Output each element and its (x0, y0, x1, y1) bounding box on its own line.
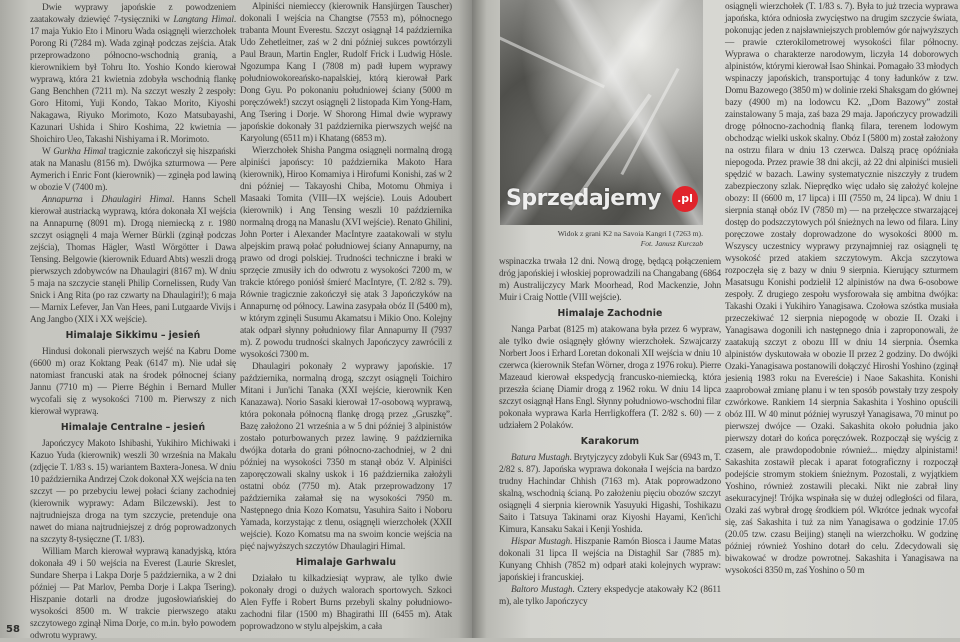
paragraph-text: W (42, 147, 54, 157)
paragraph-text: Hindusi dokonali pierwszych wejść na Kabru Dome (6600 m) oraz Koktang Peak (6147 m). Nie udał się natomiast francuski atak na środek północnej ściany Jannu (7710 m) — Pierre Béghin i Bernard Muller wycofali się z wysokości 7100 m. Pierwszy z nich kierował wyprawą. (30, 347, 236, 417)
section-heading: Himalaje Zachodnie (557, 308, 663, 319)
paragraph-text: . Hanns Schell kierował austriacką wyprawą, która dokonała XI wejścia na Annapurnę (8091 m). Drogą niemiecką z r. 1980 szczyt osiągnęli 4 maja Werner Bürkli (zginął podczas zejścia), Thomas Hägler, Wastl Wörgötter i Dawa Tensing. Belgowie (kierownik Eduard Abts) weszli drogą pierwszych zdobywców na Dhaulagiri (8167 m). W dniu 5 maja na szczycie stanęli Philip Cornelissen, Rudy Van Snick i Ang Rita (po raz czwarty na Dhaulagiri!); 6 maja — Marnix Lefever, Jan Van Hees, pani Lutgaarde Vivijs i Ang Jangbo (XIX i XX wejście). (30, 195, 236, 325)
paragraph-text: Wierzchołek Shisha Pangma osiągnęli normalną drogą alpiniści japońscy: 10 października Makoto Hara (kierownik), Hiroo Komamiya i Hirofumi Konishi, zaś w 2 dni później — Takayoshi Chiba, Motomu Ohmiya i Masaaki Tomita (VIII—IX wejście). Louis Adoubert (kierownik) i Ang Tensing weszli 10 października normalną drogą na Manaslu (XVI wejście). Renato Ghilini, John Porter i Alexander MacIntyre zaatakowali w stylu alpejskim prawą połać południowej ściany Annapurny, na prawo od drogi polskiej. Trudności techniczne i braki w sprzęcie zmusiły ich do odwrotu z wysokości 7200 m, w trakcie którego poniósł śmierć MacIntyre, (T. 2/82 s. 79). Równie tragicznie zakończył się atak 3 Japończyków na Annapurnę od północy. Lawina zasypała obóz II (5400 m), w którym zginęli Susumu Akamatsu i Mikio Ono. Kolejny atak odparł słynny południowy filar Annapurny II (7937 m). Z powodu trudności skalnych Japończycy zawrócili z wysokości 7300 m. (240, 146, 452, 360)
paragraph-text: Nanga Parbat (8125 m) atakowana była przez 6 wypraw, ale tylko dwie osiągnęły główny wierzchołek. Szwajcarzy Norbert Joos i Erhard Loretan dokonali XII wejścia w dniu 10 czerwca (kierownik Stefan Wörner, droga z 1976 roku). Pierre Mazeaud kierował ekspedycją francusko-niemiecką, która przeszła ścianę Diamir drogą z 1962 roku. W dniu 14 lipca szczyt osiągnął Hans Engl. Słynny południowo-wschodni filar pokonała wyprawa Karla Herrligkoffera (T. 2/82 s. 60) — z udziałem 2 Polaków. (499, 325, 721, 431)
paragraph-text: . Cztery ekspedycje atakowały K2 (8611 m), ale tylko Japończycy (499, 585, 721, 607)
article-column-4 (725, 1, 958, 577)
region-name-italic: Langtang Himal (173, 15, 234, 25)
paragraph-text: . Brytyjczycy zdobyli Kuk Sar (6943 m, T. 2/82 s. 87). Japońska wyprawa dokonała I wejścia na bardzo trudny Hachindar Chhish (7163 m). Atak poprowadzono skalną, wschodnią ścianą. Po założeniu pięciu obozów szczyt osiągnęli 4 sierpnia kierownik Yasuyuki Higashi, Toshikazu Saito i Tatsuya Takinami oraz Kiyoshi Hayami, Ken'ichi Kimura, Kansaku Sakai i Kenji Yoshida. (499, 453, 721, 535)
paragraph-text: . 17 maja Yukio Eto i Minoru Wada osiągnęli wierzchołek Porong Ri (7284 m). Wada zginął podczas zejścia. Atak przeprowadzono północno-wschodnią granią, a kierownikiem był Tohru Ito. Yoshio Kondo kierował wyprawą, która 21 kwietnia zdobyła wschodnią flankę Gang Benchhen (7211 m). Na szczyt weszły 2 zespoły: Goro Hitomi, Yuji Kondo, Takao Morito, Kiyoshi Nakagawa, Riyuko Morimoto, Kozo Matsubayashi, Kazunari Ushida i Shiro Koshima, 22 kwietnia — Shoichiro Ueo, Takashi Nishiyama i R. Morimoto. (30, 15, 237, 145)
paragraph (30, 546, 236, 642)
region-name-italic: Batura Mustagh (511, 453, 570, 463)
paragraph (499, 324, 721, 432)
region-name-italic: Dhaulagiri Himal (101, 195, 172, 205)
paragraph (499, 452, 721, 536)
watermark-logo: Sprzedajemy (506, 186, 661, 211)
region-name-italic: Gurkha Himal (53, 147, 106, 157)
paragraph (30, 146, 236, 194)
paragraph (30, 346, 236, 418)
article-column-3 (499, 256, 721, 608)
paragraph-text: . Hiszpanie Ramón Biosca i Jaume Matas dokonali 31 lipca II wejścia na Distaghil Sar (7885 m). Kunyang Chhish (7852 m) odparł ataki kolejnych wypraw: japońskiej i francuskiej. (499, 537, 721, 583)
page-number: 58 (6, 624, 20, 635)
article-column-1 (30, 2, 236, 642)
paragraph (30, 2, 236, 146)
paragraph-text: tragicznie zakończył się hiszpański atak na Manaslu (8156 m). Dwójka szturmowa — Pere Aymerich i Enric Font (kierownik) — zginęła pod lawiną w obozie V (7400 m). (30, 147, 236, 193)
photo-caption (503, 229, 703, 249)
paragraph (30, 438, 236, 546)
section-heading: Himalaje Garhwalu (295, 557, 397, 568)
section-heading: Karakorum (580, 436, 640, 447)
paragraph (499, 536, 721, 584)
photo-ridge (500, 35, 605, 88)
photo-credit: Fot. Janusz Kurczab (640, 239, 703, 248)
paragraph-text: Dhaulagiri pokonały 2 wyprawy japońskie. 17 października, normalną drogą, szczyt osiągnęli Toichiro Mitani i Jun'ichi Tanaka (XXI wejście, kierownik Ken Kanazawa). Norio Sasaki kierował 17-osobową wyprawą, która pokonała północną flankę drogą przez „Gruszkę”. Bazę założono 21 września a w 5 dni później 3 alpinistów zostało poturbowanych przez lawinę. 9 października dwójka dotarła do grani północno-zachodniej, w 2 dni później na wysokości 7350 m stanął obóz V. Alpiniści zaporęczowali skalny uskok i 16 października założyli ostatni obóz (7750 m). Atak przeprowadzony 17 października załamał się na wysokości 7950 m. Następnego dnia Kozo Komatsu, Yasuhira Saito i Noboru Yamada, korzystając z tlenu, osiągnęli wierzchołek (XXII wejście). Kozo Komatsu ma na swoim koncie wejścia na pięć najwyższych szczytów Dhaulagiri Himal. (240, 362, 452, 552)
paragraph-text: osiągnęli wierzchołek (T. 1/83 s. 7). Była to już trzecia wyprawa japońska, która odniosła zwycięstwo na drugim szczycie świata, pokonując jeden z najsławniejszych problemów gór najwyższych — prawie czterokilometrowej wysokości filar północny. Wyprawa o charakterze narodowym, liczyła 14 doborowych alpinistów, którymi kierował Isao Shinkai. Pomagało 33 młodych wspinaczy japońskich, transportując 4 tony ładunków z tzw. Domu Bazowego (3850 m) w dolinie rzeki Shaksgam do głównej bazy (4900 m) na lodowcu K2. „Dom Bazowy” został zainstalowany 5 maja, zaś baza 29 maja. Japończycy prowadzili drogę północno-zachodnią flanką filara, terenem lodowym obchodząc wielki uskok skalny. Obóz I (5800 m) został założony na ostrzu filara w dniu 13 czerwca. Dalszą pracę opóźniała niepogoda. Przez prawie 38 dni akcji, aż 22 dni alpiniści musieli spędzić w bazach. Lawiny systematycznie niszczyły z trudem zabezpieczony szlak. Nieprędko więc udało się założyć kolejne obozy: II (6600 m, 17 lipca) i III (7550 m, 24 lipca). W dniu 1 sierpnia stanął obóz IV (7850 m) — na przełęczce stwarzającej dostęp do podszczytowych pól śnieżnych na lewo od filara. Liny poręczowe zostały doprowadzone do wysokości 8000 m. Wszyscy uczestnicy wyprawy przynajmniej raz osiągnęli tę wysokość przed atakiem szczytowym. Akcja szczytowa rozpoczęła się z bazy w dniu 9 sierpnia. Kierujący szturmem Masatsugu Konishi podzielił 12 alpinistów na dwa 6-osobowe zespoły. Z drugiego zespołu wysforowała się ambitna dwójka: Takashi Ozaki i Yukihiro Yanagisawa. Czołowa szóstka musiała przeczekiwać 12 sierpnia niepogodę w obozie II. Ozaki i Yanagisawa dogonili ich następnego dnia i zaproponowali, że zaatakują szczyt z obozu III w dniu 14 sierpnia. Ósemka alpinistów dyskutowała w obozie II przez 2 godziny. Do dwójki Ozaki-Yanagisawa postanowili dołączyć Hiroshi Yoshino (zginął jesienią 1983 roku na Evereście) i Naoe Sakashita. Konishi zaaprobował zmianę planu i w ten sposób powstały trzy zespoły czwórkowe. Rankiem 14 sierpnia Sakashita i Yoshino opuścili obóz III. W 40 minut później wyruszył Yanagisawa, 70 minut po pierwszej dwójce — Ozaki. Sakashita około południa jako pierwszy dotarł do końca poręczówek. Rozpoczął się wyścig z czasem, ale prawdopodobnie również... między alpinistami! Sakashita zostawił plecak i aparat fotograficzny i rozpoczął podejście stromym stokiem śnieżnym. Pozostali, z wyjątkiem Yoshino, również zostawili plecaki. Nikt nie zabrał liny asekuracyjnej! Trójka wspinała się w dużej odległości od filara, Ozaki zaś wybrał drogę środkiem pól. Wkrótce jednak wycofał się, zaś Sakashita i tuż za nim Yanagisawa o godzinie 17.05 (20.05 tzw. czasu Beijing) stanęli na wierzchołku. W godzinę później również Yoshino dotarł do celu. Zdecydowali się biwakować w drodze powrotnej. Sakashita i Yanagisawa na wysokości 8350 m, zaś Yoshino o 50 m (725, 2, 958, 576)
section-heading: Himalaje Centralne – jesień (60, 422, 206, 433)
paragraph (725, 1, 958, 577)
paragraph-text: Alpiniści niemieccy (kierownik Hansjürgen Tauscher) dokonali I wejścia na Changtse (7553 m), północnego trabanta Mount Everestu. Szczyt osiągnął 14 października Udo Zehetleitner, zaś w 2 dni później sukces powtórzyli Paul Braun, Martin Engler, Rudolf Frick i Ludwig Hösle. Ngozumpa Kang I (7808 m) padł łupem wyprawy południowokoreańsko-napalskiej, którą kierował Park Dong Gyu. Po pokonaniu południowej ściany (5000 m poręczówek!) szczyt osiągnęli 2 listopada Kim Yong-Ham, Ang Tsering i Dorje. W Shorong Himal dwie wyprawy japońskie dokonały 31 października pierwszych wejść na Karyolung (6511 m) i Khatang (6853 m). (240, 2, 452, 144)
region-name-italic: Annapurna (42, 195, 83, 205)
paragraph (30, 194, 236, 326)
article-column-2 (240, 1, 452, 633)
paragraph (240, 145, 452, 361)
region-name-italic: Baltoro Mustagh (511, 585, 573, 595)
paragraph-text: Dwie wyprawy japońskie z powodzeniem zaatakowały dziewięć 7-tysięczniki w (30, 3, 236, 25)
paragraph-text: i (82, 195, 102, 205)
paragraph-text: wspinaczka trwała 12 dni. Nową drogę, będącą połączeniem dróg japońskiej i włoskiej poprowadzili na Changabang (6864 m) Australijczycy Mark Moorhead, Rod Mackenzie, John Muir i Craig Nottle (VIII wejście). (499, 257, 721, 303)
caption-text: Widok z grani K2 na Savoia Kangri I (7263 m). (557, 229, 703, 238)
paragraph (240, 573, 452, 633)
paragraph (499, 584, 721, 608)
paragraph-text: Japończycy Makoto Ishibashi, Yukihiro Michiwaki i Kazuo Yuda (kierownik) weszli 30 września na Makalu (zdjęcie T. 1/83 s. 15) wariantem Baxtera-Jonesa. W dniu 10 października Andrzej Czok dokonał XX wejścia na ten szczyt — po przebyciu lewej połaci ściany zachodniej (kierownik wyprawy: Adam Bilczewski). Jest to najtrudniejsza droga na tym szczycie, pretenduje ona nawet do miana najtrudniejszej z dróg poprowadzonych na szczyty 8-tysięczne (T. 1/83). (30, 439, 236, 545)
watermark-badge: .pl (672, 186, 698, 212)
paragraph (499, 256, 721, 304)
paragraph-text: William March kierował wyprawą kanadyjską, która dokonała 49 i 50 wejścia na Everest (Laurie Skreslet, Sundare Sherpa i Lakpa Dorje 5 października, a w 2 dni później — Pat Marlov, Pemba Dorje i Lakpa Tsering). Hiszpanie dotarli na drodze jugosłowiańskiej do wysokości 8500 m. W trakcie pierwszego ataku szczytowego zginął Nima Dorje, co m.in. było powodem odwrotu wyprawy. (30, 547, 236, 641)
paragraph (240, 1, 452, 145)
paragraph (240, 361, 452, 553)
paragraph-text: Działało tu kilkadziesiąt wypraw, ale tylko dwie pokonały drogi o dużych walorach sportowych. Szkoci Alen Fyffe i Robert Burns przebyli skalny południowo-zachodni filar (1500 m) Bhagirathi III (6455 m). Atak poprowadzono w stylu alpejskim, a cała (240, 574, 452, 632)
region-name-italic: Hispar Mustagh (511, 537, 570, 547)
section-heading: Himalaje Sikkimu – jesień (65, 330, 201, 341)
